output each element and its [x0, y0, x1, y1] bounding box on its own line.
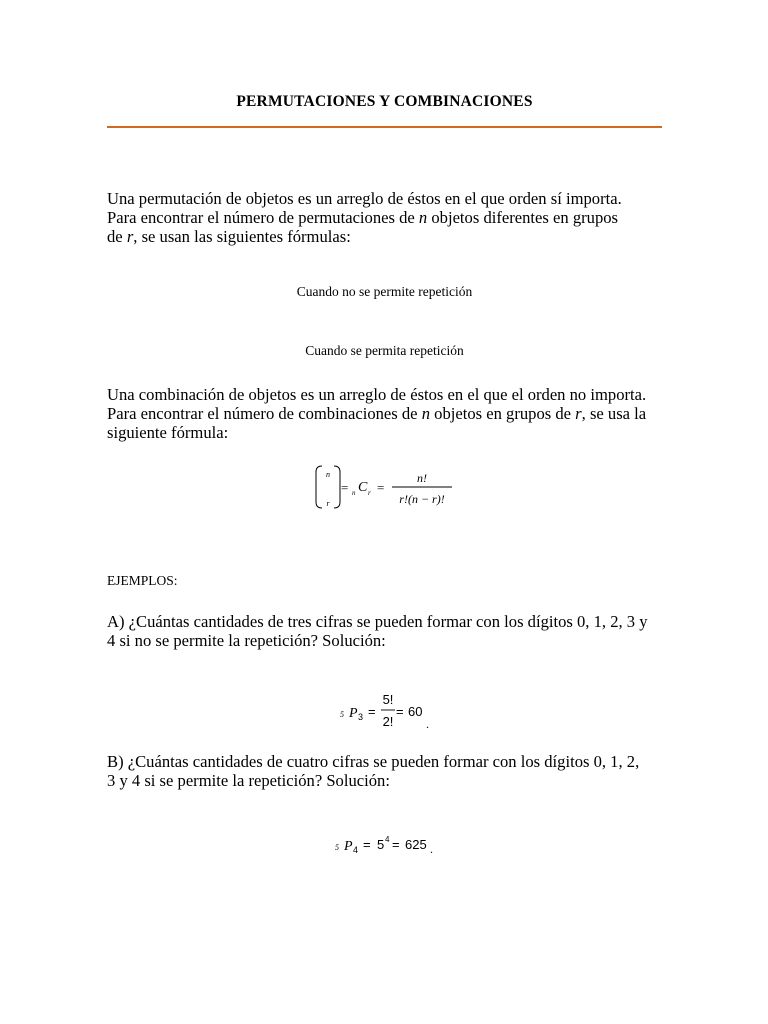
period: . [430, 842, 433, 856]
fraction-numerator: n! [417, 471, 427, 485]
no-repetition-label: Cuando no se permite repetición [296, 284, 473, 299]
result-value: 625 [405, 837, 427, 852]
binomial-bottom: r [326, 499, 330, 508]
result-value: 60 [408, 704, 423, 719]
binomial-left-paren [316, 466, 322, 508]
example-a-formula-graphic [338, 690, 438, 732]
example-a-formula [338, 690, 438, 732]
power-exponent: 4 [385, 835, 390, 844]
binomial-top: n [326, 470, 330, 479]
example-b-formula [333, 830, 443, 860]
title-divider [107, 126, 662, 128]
permutation-intro-text: Una permutación de objetos es un arreglo de éstos en el que orden sí importa. [107, 189, 622, 208]
pre-subscript: 5 [340, 710, 344, 719]
combination-intro-text: Para encontrar el número de combinaciones de [107, 404, 422, 423]
combination-intro-text: siguiente fórmula: [107, 423, 229, 442]
equals-sign: = [392, 837, 400, 852]
combination-intro-paragraph [107, 385, 667, 442]
combination-intro-text: , se usa la [581, 404, 647, 423]
combination-intro-text: objetos en grupos de [430, 404, 576, 423]
combination-symbol: C [358, 480, 368, 495]
variable-n: n [418, 208, 428, 227]
subscript: 4 [353, 845, 359, 855]
pre-subscript: 5 [335, 843, 339, 852]
permutation-intro-text: de [107, 227, 127, 246]
subscript-r: r [368, 489, 371, 497]
equals-sign: = [368, 704, 376, 719]
permutation-intro-text: Para encontrar el número de permutaciones de [107, 208, 419, 227]
combination-formula [312, 462, 472, 514]
example-a-text: 4 si no se permite la repetición? Solución: [107, 631, 386, 650]
example-b-text: 3 y 4 si se permite la repetición? Solución: [107, 771, 390, 790]
equals-sign: = [396, 704, 404, 719]
with-repetition-label: Cuando se permita repetición [305, 343, 464, 358]
examples-heading: EJEMPLOS: [107, 573, 178, 588]
subscript-n: n [352, 489, 356, 497]
example-b-formula-graphic [333, 830, 443, 860]
fraction-numerator: 5! [382, 692, 394, 707]
example-a-paragraph [107, 612, 667, 650]
example-b-paragraph [107, 752, 667, 790]
permutation-symbol: P [344, 839, 353, 854]
power-base: 5 [377, 837, 385, 852]
fraction-denominator: 2! [382, 714, 394, 729]
equals-sign: = [363, 837, 371, 852]
binomial-right-paren [334, 466, 340, 508]
equals-sign: = [377, 480, 385, 495]
variable-n: n [421, 404, 430, 423]
permutation-intro-text: , se usan las siguientes fórmulas: [133, 227, 351, 246]
variable-r: r [126, 227, 134, 246]
permutation-intro-text: objetos diferentes en grupos [427, 208, 618, 227]
variable-r: r [575, 404, 582, 423]
permutation-symbol: P [349, 706, 358, 721]
permutation-intro-paragraph [107, 189, 667, 246]
equals-sign: = [341, 480, 349, 495]
combination-intro-text: Una combinación de objetos es un arreglo de éstos en el que el orden no importa. [107, 385, 647, 404]
example-b-text: B) ¿Cuántas cantidades de cuatro cifras se pueden formar con los dígitos 0, 1, 2, [107, 752, 640, 771]
subscript: 3 [358, 712, 364, 722]
page-title: PERMUTACIONES Y COMBINACIONES [236, 93, 533, 110]
fraction-denominator: r!(n − r)! [399, 492, 445, 506]
example-a-text: A) ¿Cuántas cantidades de tres cifras se pueden formar con los dígitos 0, 1, 2, 3 y [107, 612, 648, 631]
combination-formula-graphic [312, 462, 472, 514]
period: . [426, 717, 429, 731]
